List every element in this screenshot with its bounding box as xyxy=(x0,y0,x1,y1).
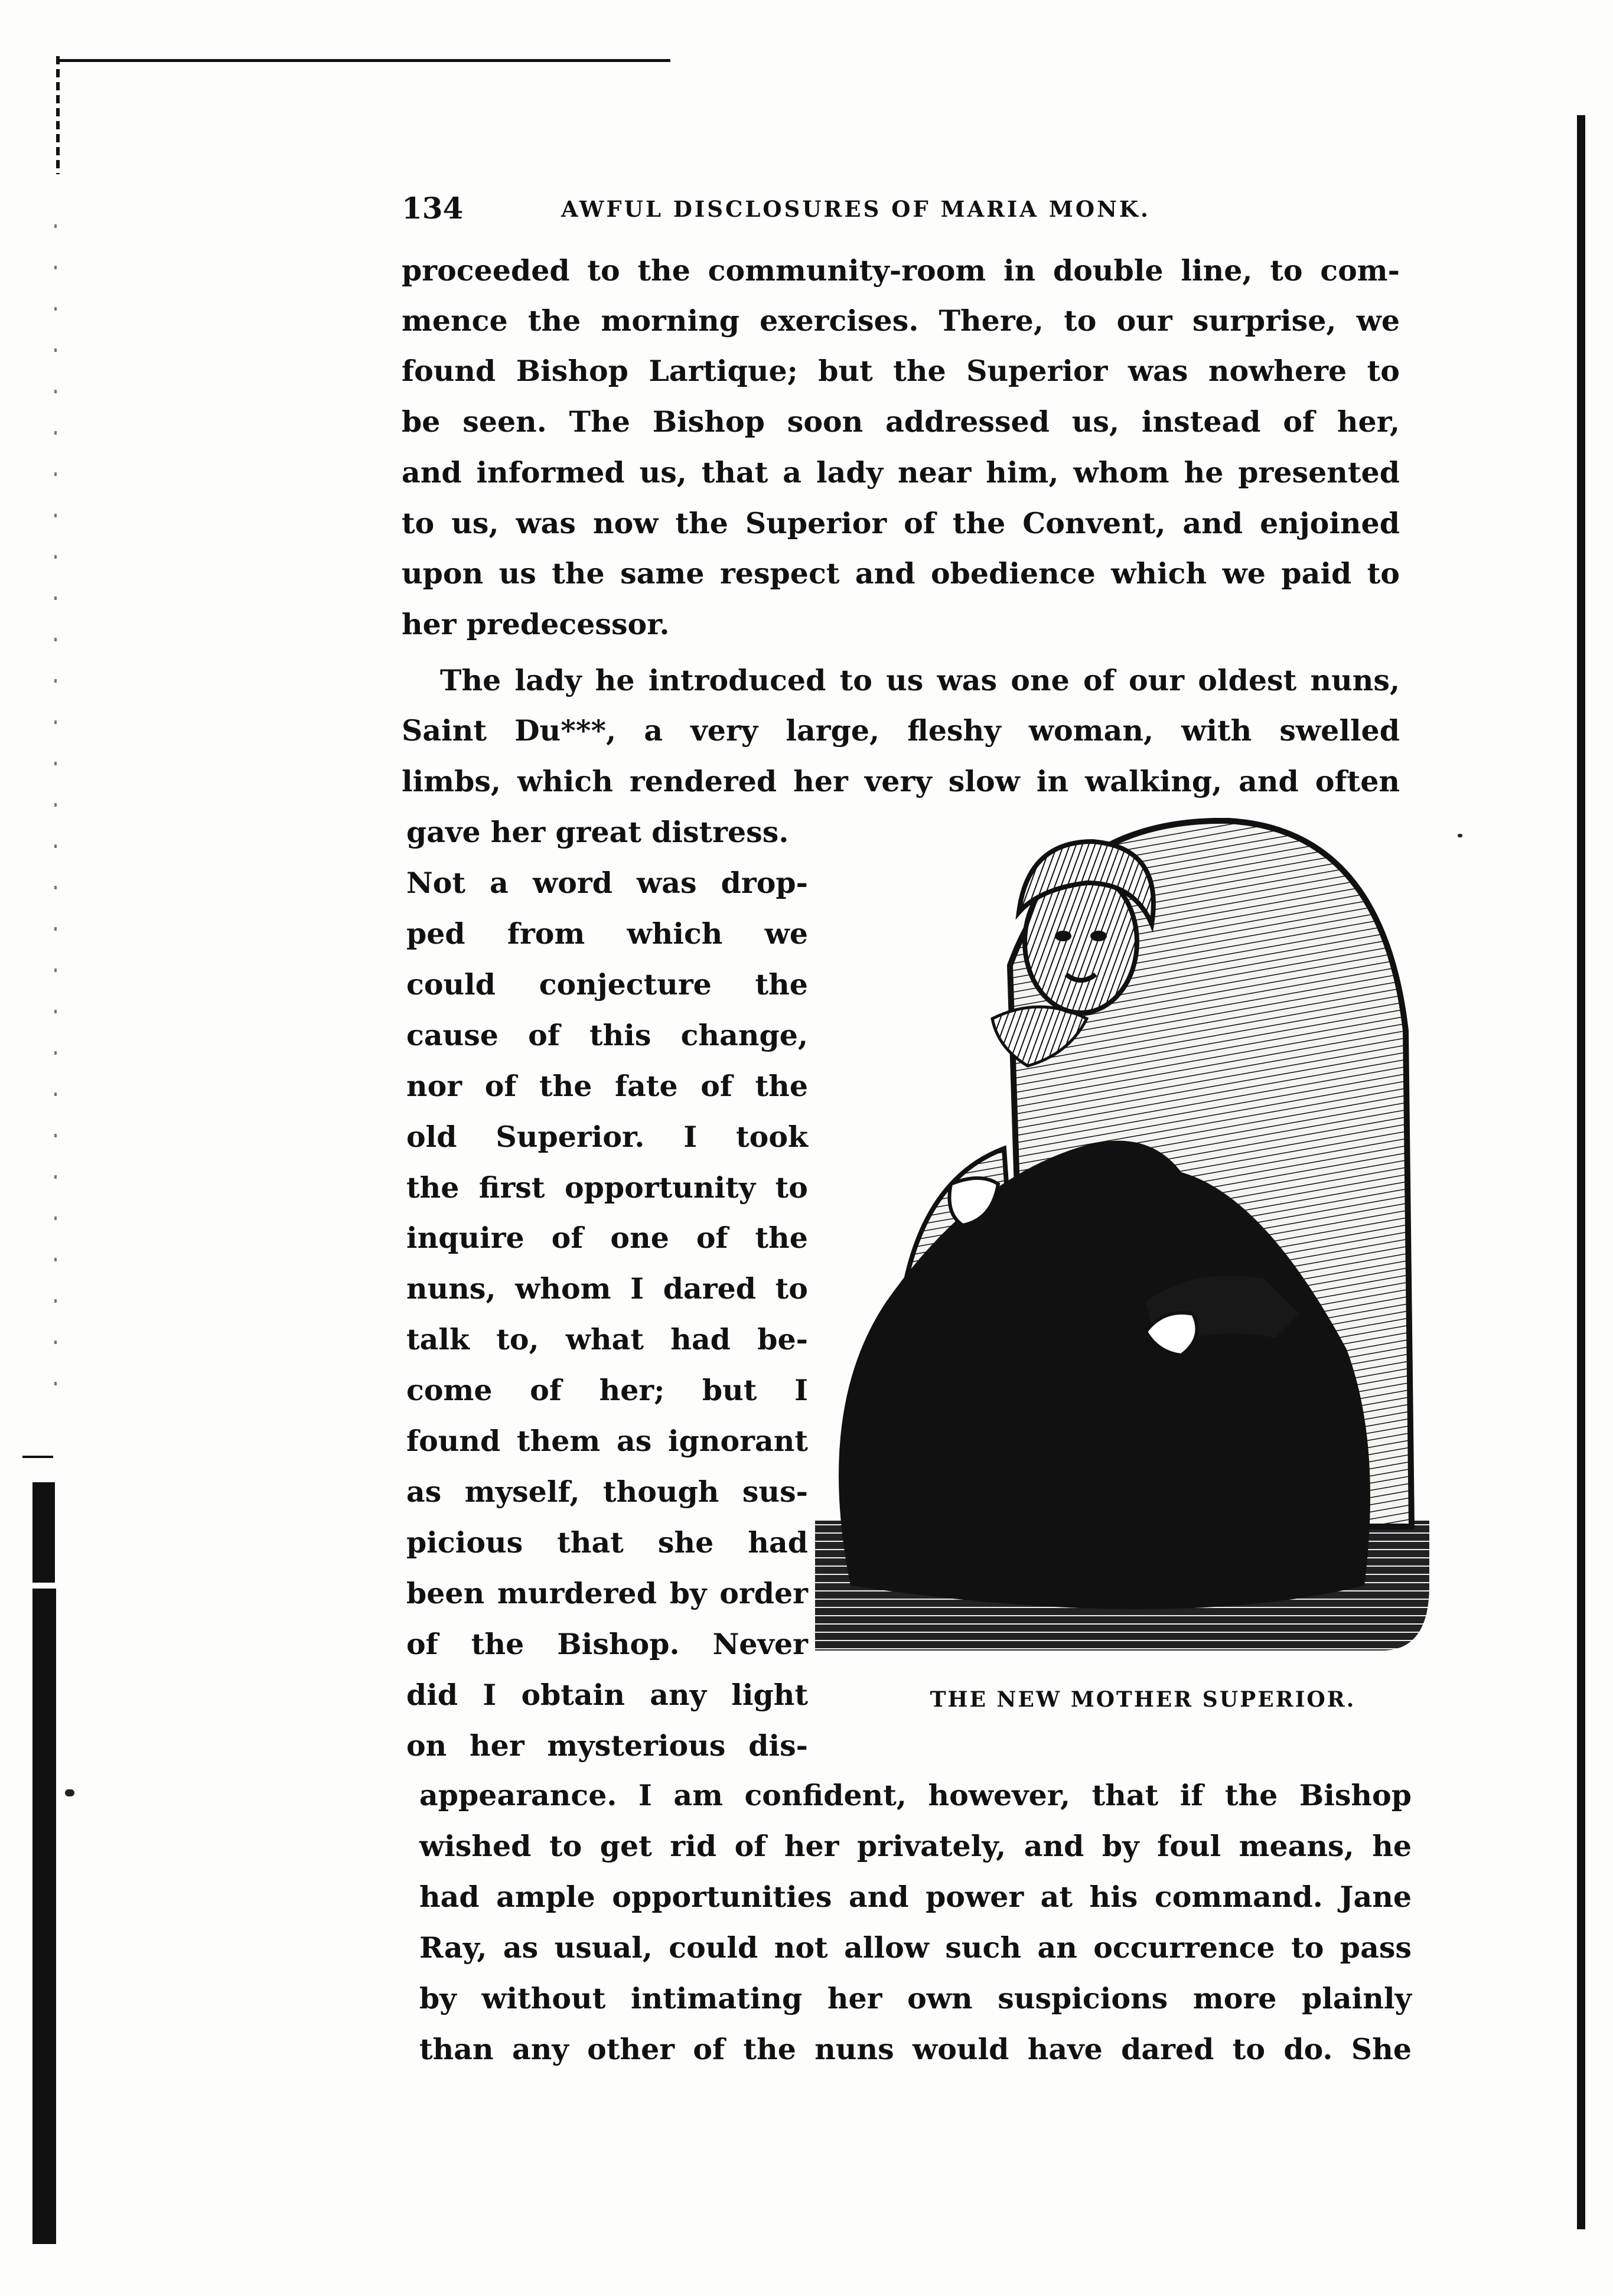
text-line: old Superior. I took xyxy=(406,1120,808,1154)
text-line: than any other of the nuns would have dared to do. She xyxy=(419,2032,1412,2066)
text-line: by without intimating her own suspicions more plainly xyxy=(419,1981,1412,2015)
text-line: been murdered by order xyxy=(406,1576,808,1610)
text-line: had ample opportunities and power at his command. Jane xyxy=(419,1880,1412,1914)
text-line: come of her; but I xyxy=(406,1373,808,1407)
mother-superior-illustration xyxy=(815,818,1429,1656)
text-line: her predecessor. xyxy=(402,607,670,641)
text-line: gave her great distress. xyxy=(406,815,789,849)
text-line: talk to, what had be- xyxy=(406,1322,808,1356)
scan-left-mark xyxy=(56,56,60,174)
text-line: wished to get rid of her privately, and by foul means, he xyxy=(419,1829,1412,1863)
text-line: could conjecture the xyxy=(406,967,808,1002)
text-line: Not a word was drop- xyxy=(406,866,808,900)
text-line: ped from which we xyxy=(406,917,808,951)
text-line: found Bishop Lartique; but the Superior was nowhere to xyxy=(402,354,1400,388)
scan-right-edge xyxy=(1577,115,1585,2229)
scan-left-dot xyxy=(65,1789,74,1796)
text-line: of the Bishop. Never xyxy=(406,1627,808,1661)
text-line: appearance. I am confident, however, that if the Bishop xyxy=(419,1778,1412,1812)
text-line: nuns, whom I dared to xyxy=(406,1271,808,1306)
text-line: the first opportunity to xyxy=(406,1170,808,1205)
text-line: nor of the fate of the xyxy=(406,1069,808,1103)
scan-left-bar-lower xyxy=(32,1589,56,2244)
scan-top-rule xyxy=(56,59,670,62)
text-line: cause of this change, xyxy=(406,1018,808,1052)
text-line: be seen. The Bishop soon addressed us, instead of her, xyxy=(402,405,1400,439)
scan-left-tick xyxy=(22,1456,53,1458)
scan-left-bar xyxy=(32,1482,55,1583)
text-line: The lady he introduced to us was one of our oldest nuns, xyxy=(440,663,1400,697)
scan-left-dots xyxy=(54,224,57,1405)
text-line: on her mysterious dis- xyxy=(406,1728,808,1763)
text-line: Saint Du***, a very large, fleshy woman, with swelled xyxy=(402,713,1400,748)
text-line: proceeded to the community-room in double line, to com- xyxy=(402,253,1400,288)
page-number: 134 xyxy=(402,191,464,226)
text-line: limbs, which rendered her very slow in walking, and often xyxy=(402,764,1400,798)
text-line: as myself, though sus- xyxy=(406,1475,808,1509)
running-header xyxy=(402,188,1240,229)
text-line: picious that she had xyxy=(406,1525,808,1560)
text-line: found them as ignorant xyxy=(406,1424,808,1458)
running-title: AWFUL DISCLOSURES OF MARIA MONK. xyxy=(561,196,1151,222)
illustration-caption: THE NEW MOTHER SUPERIOR. xyxy=(930,1687,1356,1712)
text-line: did I obtain any light xyxy=(406,1678,808,1712)
text-line: to us, was now the Superior of the Convent, and enjoined xyxy=(402,506,1400,540)
text-line: upon us the same respect and obedience which we paid to xyxy=(402,556,1400,591)
text-line: and informed us, that a lady near him, whom he presented xyxy=(402,455,1400,490)
scan-stray-dot xyxy=(1458,834,1462,837)
text-line: mence the morning exercises. There, to our surprise, we xyxy=(402,304,1400,338)
text-line: inquire of one of the xyxy=(406,1221,808,1255)
text-line: Ray, as usual, could not allow such an occurrence to pass xyxy=(419,1930,1412,1965)
